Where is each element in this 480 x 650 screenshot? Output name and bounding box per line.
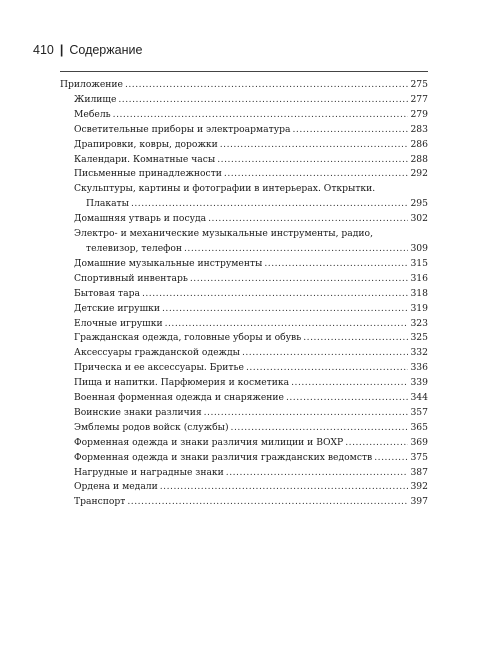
toc-dot-leader (231, 421, 409, 436)
toc-dot-leader (142, 287, 408, 302)
toc-entry-title: Мебель (74, 108, 111, 120)
toc-entry-title: Эмблемы родов войск (службы) (74, 421, 229, 433)
toc-entry-title: Плакаты (86, 198, 129, 210)
toc-entry-page: 365 (410, 421, 428, 433)
toc-entry-title: Воинские знаки различия (74, 406, 202, 418)
toc-dot-leader (118, 93, 408, 108)
toc-entry-title: Домашние музыкальные инструменты (74, 257, 263, 269)
toc-dot-leader (184, 242, 408, 257)
toc-entry-page: 397 (410, 496, 428, 508)
toc-entry-page: 275 (410, 79, 428, 90)
toc-dot-leader (246, 361, 409, 376)
toc-entry (60, 138, 428, 153)
toc-entry-title: Нагрудные и наградные знаки (74, 466, 224, 478)
page-header (33, 43, 142, 57)
header-section-title: Содержание (69, 43, 143, 57)
toc-dot-leader (217, 153, 408, 168)
toc-entry-title: Жилище (74, 93, 117, 105)
toc-entry-title: Форменная одежда и знаки различия гражданских ведомств (74, 451, 373, 463)
toc-entry (60, 123, 428, 138)
toc-entry-page: 319 (410, 302, 428, 314)
toc-entry-title: Ордена и медали (74, 481, 158, 493)
toc-entry (60, 108, 428, 123)
toc-entry-page: 387 (410, 466, 428, 478)
toc-entry (60, 167, 428, 182)
toc-entry-page: 339 (410, 377, 428, 389)
header-separator: | (59, 43, 64, 57)
toc-entry-page: 336 (410, 362, 428, 374)
toc-dot-leader (292, 123, 408, 138)
toc-entry-title: Календари. Комнатные часы (74, 153, 216, 165)
toc-entry (60, 451, 428, 466)
toc-dot-leader (220, 138, 409, 153)
table-of-contents (60, 78, 428, 510)
toc-entry-title: Военная форменная одежда и снаряжение (74, 392, 284, 404)
toc-entry-page: 392 (410, 481, 428, 493)
toc-entry-page: 295 (410, 198, 428, 210)
toc-entry (60, 212, 428, 227)
toc-entry-title: Пища и напитки. Парфюмерия и косметика (74, 377, 290, 389)
toc-entry-title: Бытовая тара (74, 287, 140, 299)
toc-dot-leader (208, 212, 408, 227)
toc-entry (60, 391, 428, 406)
toc-entry (60, 436, 428, 451)
toc-entry (60, 302, 428, 317)
header-page-number: 410 (33, 43, 54, 57)
toc-entry-title: Письменные принадлежности (74, 168, 222, 180)
toc-entry (60, 406, 428, 421)
toc-dot-leader (291, 376, 408, 391)
toc-entry-page: 302 (410, 213, 428, 225)
toc-entry (60, 272, 428, 287)
toc-entry-title: Прическа и ее аксессуары. Бритье (74, 362, 244, 374)
toc-entry-title: Домашняя утварь и посуда (74, 213, 207, 225)
toc-entry-page: 309 (410, 242, 428, 254)
toc-entry (60, 466, 428, 481)
toc-dot-leader (345, 436, 408, 451)
toc-entry-title: Транспорт (74, 496, 126, 508)
toc-entry (60, 480, 428, 495)
toc-dot-leader (204, 406, 409, 421)
toc-dot-leader (190, 272, 409, 287)
toc-entry-page: 316 (410, 272, 428, 284)
toc-entry (60, 287, 428, 302)
toc-entry-page: 318 (410, 287, 428, 299)
toc-entry-title: телевизор, телефон (86, 242, 182, 254)
toc-entry (60, 346, 428, 361)
toc-entry (60, 495, 428, 510)
toc-dot-leader (226, 466, 409, 481)
toc-entry-page: 288 (410, 153, 428, 165)
toc-entry-page: 369 (410, 436, 428, 448)
toc-entry-page: 286 (410, 138, 428, 150)
toc-entry-title: Форменная одежда и знаки различия милиции и ВОХР (74, 436, 344, 448)
toc-dot-leader (160, 480, 409, 495)
toc-entry-page: 283 (410, 123, 428, 135)
toc-dot-leader (127, 495, 408, 510)
table-of-contents-top-rule (60, 71, 428, 72)
toc-dot-leader (113, 108, 409, 123)
toc-entry-page: 375 (410, 451, 428, 463)
toc-entry-title: Гражданская одежда, головные уборы и обувь (74, 332, 302, 344)
toc-entry-appendix (60, 78, 428, 93)
toc-dot-leader (264, 257, 408, 272)
toc-entry-continuation (74, 242, 428, 257)
toc-entry (60, 361, 428, 376)
toc-dot-leader (242, 346, 408, 361)
toc-entry-title: Аксессуары гражданской одежды (74, 347, 240, 359)
toc-entry (60, 153, 428, 168)
toc-dot-leader (162, 302, 408, 317)
toc-entry-title: Детские игрушки (74, 302, 160, 314)
toc-entry-title: Елочные игрушки (74, 317, 163, 329)
toc-entry-continuation (74, 197, 428, 212)
toc-entry (60, 257, 428, 272)
toc-entry (60, 421, 428, 436)
toc-dot-leader (303, 331, 408, 346)
toc-entry-multiline (60, 227, 428, 257)
toc-entry-page: 277 (410, 93, 428, 105)
toc-entry (60, 331, 428, 346)
toc-entry (60, 376, 428, 391)
toc-dot-leader (131, 197, 409, 212)
toc-entry-title-line1: Электро- и механические музыкальные инструменты, радио, (74, 228, 374, 240)
toc-entry-title-line1: Скульптуры, картины и фотографии в интерьерах. Открытки. (74, 183, 376, 195)
toc-entry-page: 279 (410, 108, 428, 120)
toc-entry-page: 323 (410, 317, 428, 329)
toc-entry-title: Спортивный инвентарь (74, 272, 188, 284)
toc-dot-leader (165, 317, 409, 332)
toc-entry-title: Приложение (60, 79, 123, 90)
toc-entry-page: 357 (410, 406, 428, 418)
toc-dot-leader (125, 78, 408, 93)
toc-entry-multiline (60, 182, 428, 212)
toc-entry (60, 93, 428, 108)
toc-entry-page: 315 (410, 257, 428, 269)
toc-entry-title: Осветительные приборы и электроарматура (74, 123, 291, 135)
toc-dot-leader (224, 167, 409, 182)
toc-entry-title: Драпировки, ковры, дорожки (74, 138, 218, 150)
toc-entry-page: 292 (410, 168, 428, 180)
toc-entry-page: 332 (410, 347, 428, 359)
toc-entry (60, 317, 428, 332)
toc-entry-page: 344 (410, 392, 428, 404)
toc-dot-leader (374, 451, 408, 466)
toc-dot-leader (286, 391, 408, 406)
toc-entry-page: 325 (410, 332, 428, 344)
